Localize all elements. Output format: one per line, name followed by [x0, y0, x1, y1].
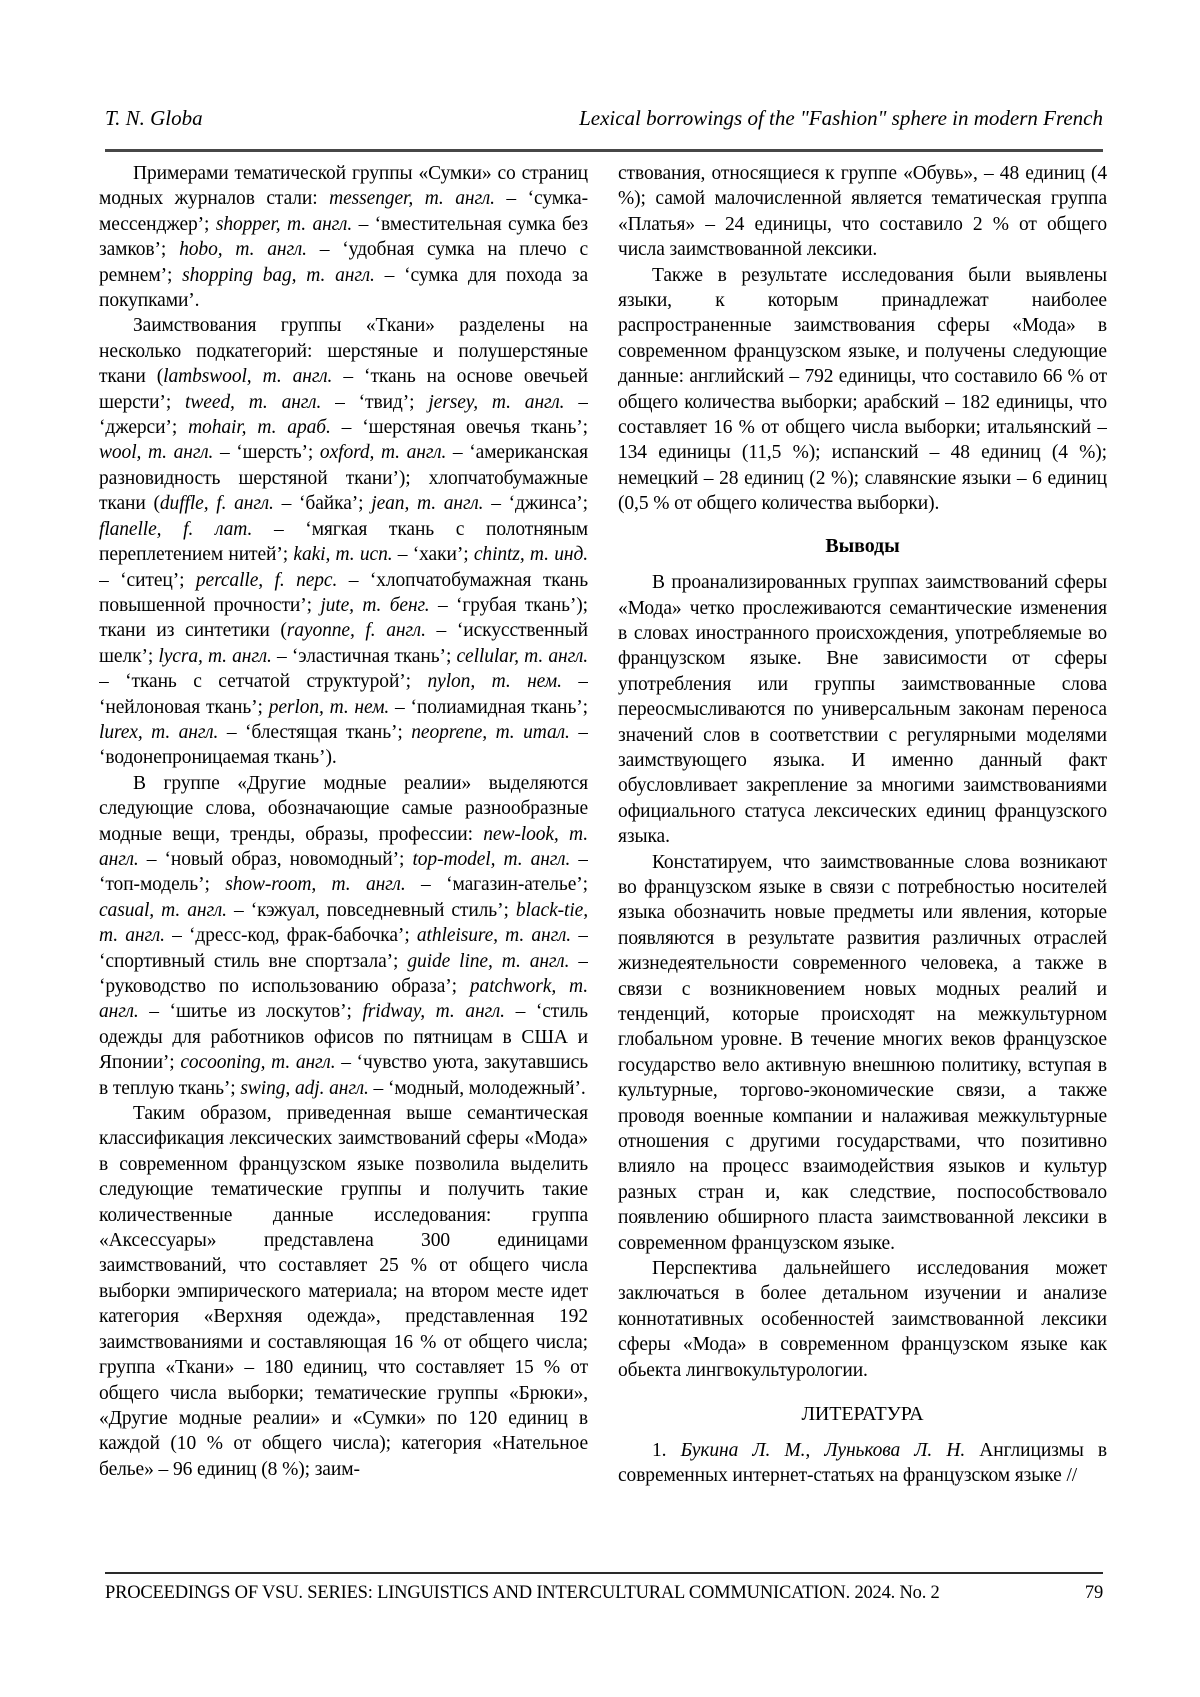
- italic-term: fridway, т. англ.: [362, 1001, 505, 1023]
- italic-term: swing, adj. англ.: [240, 1077, 369, 1099]
- italic-term: guide line, т. англ.: [407, 950, 570, 972]
- paragraph: [99, 313, 588, 770]
- text-run: – ‘американская разновидность шерстяной ткани’); хлопчатобумажные ткани (: [99, 442, 588, 515]
- italic-term: neoprene, т. итал.: [411, 721, 570, 743]
- text-run: В группе «Другие модные реалии» выделяются следующие слова, обозначающие самые разнообразные модные вещи, тренды, образы, профессии:: [99, 772, 588, 845]
- italic-term: show-room, т. англ.: [225, 874, 406, 896]
- text-run: – ‘вместительная сумка без замков’;: [99, 213, 588, 261]
- paragraph: [99, 1101, 588, 1482]
- text-run: Англицизмы в современных интернет-статьях на французском языке //: [618, 1439, 1107, 1486]
- text-run: – ‘искусственный шелк’;: [99, 620, 588, 667]
- text-run: Примерами тематической группы «Сумки» со страниц модных журналов стали:: [99, 163, 588, 210]
- text-run: – ‘магазин-ателье’;: [405, 874, 588, 896]
- paragraph: [618, 570, 1107, 849]
- paragraph: [99, 161, 588, 313]
- text-run: – ‘джерси’;: [99, 391, 588, 439]
- italic-term: shopping bag, т. англ.: [182, 264, 375, 286]
- footer-rule: [105, 1572, 1103, 1574]
- header-author: T. N. Globa: [105, 106, 203, 130]
- text-run: – ‘твид’;: [321, 391, 429, 413]
- paragraph: [618, 1256, 1107, 1383]
- text-run: – ‘дресс-код, фрак-бабочка’;: [164, 925, 417, 947]
- text-run: – ‘кэжуал, повседневный стиль’;: [226, 899, 516, 921]
- text-run: – ‘руководство по использованию образа’;: [99, 950, 588, 997]
- italic-term: wool, т. англ.: [99, 442, 214, 464]
- italic-term: casual, т. англ.: [99, 899, 227, 921]
- text-run: – ‘ткань на основе овечьей шерсти’;: [99, 366, 588, 413]
- italic-term: kaki, т. исп.: [293, 544, 393, 566]
- italic-term: hobo, т. англ.: [179, 239, 307, 261]
- italic-term: black-tie, т. англ.: [99, 899, 588, 947]
- footer-journal-line: PROCEEDINGS OF VSU. SERIES: LINGUISTICS AND INTERCULTURAL COMMUNICATION. 2024. No. 2: [105, 1583, 940, 1603]
- italic-term: lycra, т. англ.: [158, 645, 272, 667]
- paragraph: [618, 161, 1107, 263]
- italic-term: Букина Л. М., Лунькова Л. Н.: [680, 1439, 966, 1461]
- text-run: Также в результате исследования были выявлены языки, к которым принадлежат наиболее распространенные заимствования сферы «Мода» в современном французском языке, и получены следующие данные: английский – 792 единицы, что составило 66 % от общего количества выборки; арабский – 182 единицы, что составляет 16 % от общего числа выборки; итальянский – 134 единицы (11,5 %); испанский – 48 единиц (4 %); немецкий – 28 единиц (2 %); славянские языки – 6 единиц (0,5 % от общего количества выборки).: [618, 264, 1107, 515]
- italic-term: cocooning, т. англ.: [180, 1052, 336, 1074]
- text-run: – ‘ситец’;: [99, 569, 196, 591]
- italic-term: top-model, т. англ.: [412, 848, 571, 870]
- italic-term: jean, т. англ.: [371, 493, 484, 515]
- text-run: – ‘шерстяная овечья ткань’;: [330, 417, 588, 439]
- article-body: [99, 161, 1107, 1488]
- text-run: ствования, относящиеся к группе «Обувь», – 48 единиц (4 %); самой малочисленной является тематическая группа «Платья» – 24 единицы, что составило 2 % от общего числа заимствованной лексики.: [618, 163, 1107, 261]
- text-run: – ‘грубая ткань’); ткани из синтетики (: [99, 594, 588, 642]
- italic-term: cellular, т. англ.: [456, 645, 588, 667]
- italic-term: jersey, т. англ.: [428, 391, 565, 413]
- italic-term: shopper, т. англ.: [215, 213, 353, 235]
- text-run: – ‘новый образ, новомодный’;: [138, 848, 413, 870]
- paragraph: [618, 1438, 1107, 1489]
- running-header: [105, 106, 1103, 131]
- text-run: – ‘водонепроницаемая ткань’).: [99, 721, 588, 769]
- italic-term: nylon, т. нем.: [427, 671, 562, 693]
- header-article-title: Lexical borrowings of the "Fashion" sphere in modern French: [579, 106, 1103, 130]
- italic-term: oxford, т. англ.: [319, 442, 447, 464]
- text-run: 1.: [652, 1439, 681, 1461]
- text-run: – ‘модный, молодежный’.: [368, 1077, 586, 1099]
- text-run: – ‘хаки’;: [392, 544, 474, 566]
- italic-term: mohair, т. араб.: [188, 417, 331, 439]
- text-run: – ‘полиамидная ткань’;: [389, 696, 588, 718]
- italic-term: new-look, т. англ.: [99, 823, 588, 870]
- text-run: – ‘топ-модель’;: [99, 848, 588, 896]
- paragraph: [99, 771, 588, 1101]
- right-column: [618, 161, 1107, 1488]
- text-run: – ‘чувство уюта, закутавшись в теплую ткань’;: [99, 1052, 588, 1099]
- text-run: – ‘мягкая ткань с полотняным переплетением нитей’;: [99, 518, 588, 566]
- paragraph: [618, 263, 1107, 517]
- text-run: – ‘эластичная ткань’;: [271, 645, 457, 667]
- text-run: Заимствования группы «Ткани» разделены на несколько подкатегорий: шерстяные и полушерстяные ткани (: [99, 315, 588, 388]
- paragraph: [618, 850, 1107, 1257]
- italic-term: percalle, f. перс.: [195, 569, 338, 591]
- text-run: ЛИТЕРАТУРА: [801, 1403, 924, 1426]
- italic-term: lurex, т. англ.: [99, 721, 219, 743]
- italic-term: flanelle, f. лат.: [99, 518, 253, 540]
- text-run: – ‘спортивный стиль вне спортзала’;: [99, 925, 588, 972]
- text-run: – ‘сумка для похода за покупками’.: [99, 264, 588, 312]
- section-heading: [618, 1402, 1107, 1427]
- italic-term: duffle, f. англ.: [159, 493, 274, 515]
- italic-term: rayonne, f. англ.: [286, 620, 426, 642]
- text-run: – ‘нейлоновая ткань’;: [99, 671, 588, 718]
- section-heading: [618, 534, 1107, 559]
- footer-page-number: 79: [1084, 1583, 1103, 1603]
- italic-term: perlon, т. нем.: [268, 696, 390, 718]
- text-run: Констатируем, что заимствованные слова возникают во французском языке в связи с потребностью носителей языка обозначить новые предметы или явления, которые появляются в результате развития различных отраслей жизнедеятельности современного человека, а также в связи с возникновением новых модных реалий и тенденций, которые происходят на межкультурном глобальном уровне. В течение многих веков французское государство вело активную внешнюю политику, вступая в культурные, торгово-экономические связи, а также проводя военные компании и налаживая межкультурные отношения с другими государствами, что позитивно влияло на процесс взаимодействия языков и культур разных стран и, как следствие, поспособствовало появлению обширного пласта заимствованной лексики в современном французском языке.: [618, 851, 1107, 1254]
- italic-term: tweed, т. англ.: [185, 391, 322, 413]
- text-run: – ‘ткань с сетчатой структурой’;: [99, 671, 428, 693]
- text-run: – ‘хлопчатобумажная ткань повышенной прочности’;: [99, 569, 588, 616]
- italic-term: patchwork, т. англ.: [99, 976, 588, 1023]
- left-column: [99, 161, 588, 1482]
- italic-term: messenger, т. англ.: [329, 188, 495, 210]
- running-footer: [105, 1583, 1103, 1604]
- text-run: – ‘байка’;: [273, 493, 372, 515]
- italic-term: jute, т. бенг.: [320, 594, 430, 616]
- text-run: – ‘стиль одежды для работников офисов по пятницам в США и Японии’;: [99, 1001, 588, 1074]
- text-run: В проанализированных группах заимствований сферы «Мода» четко прослеживаются семантические изменения в словах иностранного происхождения, употребляемые во французском языке. Вне зависимости от сферы употребления или группы заимствованные слова переосмысливаются по универсальным законам переноса значений слов в соответствии с регулярными моделями заимствующего языка. И именно данный факт обусловливает закрепление за многими заимствованиями официального статуса лексических единиц французского языка.: [618, 572, 1107, 848]
- text-run: – ‘джинса’;: [483, 493, 588, 515]
- text-run: Выводы: [825, 534, 900, 557]
- text-run: Таким образом, приведенная выше семантическая классификация лексических заимствований сферы «Мода» в современном французском языке позволила выделить следующие тематические группы и получить такие количественные данные исследования: группа «Аксессуары» представлена 300 единицами заимствований, что составляет 25 % от общего числа выборки эмпирического материала; на втором месте идет категория «Верхняя одежда», представленная 192 заимствованиями и составляющая 16 % от общего числа; группа «Ткани» – 180 единиц, что составляет 15 % от общего числа выборки; тематические группы «Брюки», «Другие модные реалии» и «Сумки» по 120 единиц в каждой (10 % от общего числа); категория «Нательное белье» – 96 единиц (8 %); заим-: [99, 1103, 588, 1480]
- italic-term: athleisure, т. англ.: [416, 925, 572, 947]
- header-rule: [105, 149, 1103, 152]
- italic-term: lambswool, т. англ.: [163, 366, 333, 388]
- text-run: – ‘блестящая ткань’;: [218, 721, 412, 743]
- text-run: – ‘сумка-мессенджер’;: [99, 188, 588, 235]
- text-run: – ‘шерсть’;: [213, 442, 320, 464]
- italic-term: chintz, т. инд.: [473, 544, 588, 566]
- text-run: Перспектива дальнейшего исследования может заключаться в более детальном изучении и анализе коннотативных особенностей заимствованной лексики сферы «Мода» в современном французском языке как обьекта лингвокультурологии.: [618, 1258, 1107, 1381]
- text-run: – ‘удобная сумка на плечо с ремнем’;: [99, 239, 588, 286]
- text-run: – ‘шитье из лоскутов’;: [138, 1001, 363, 1023]
